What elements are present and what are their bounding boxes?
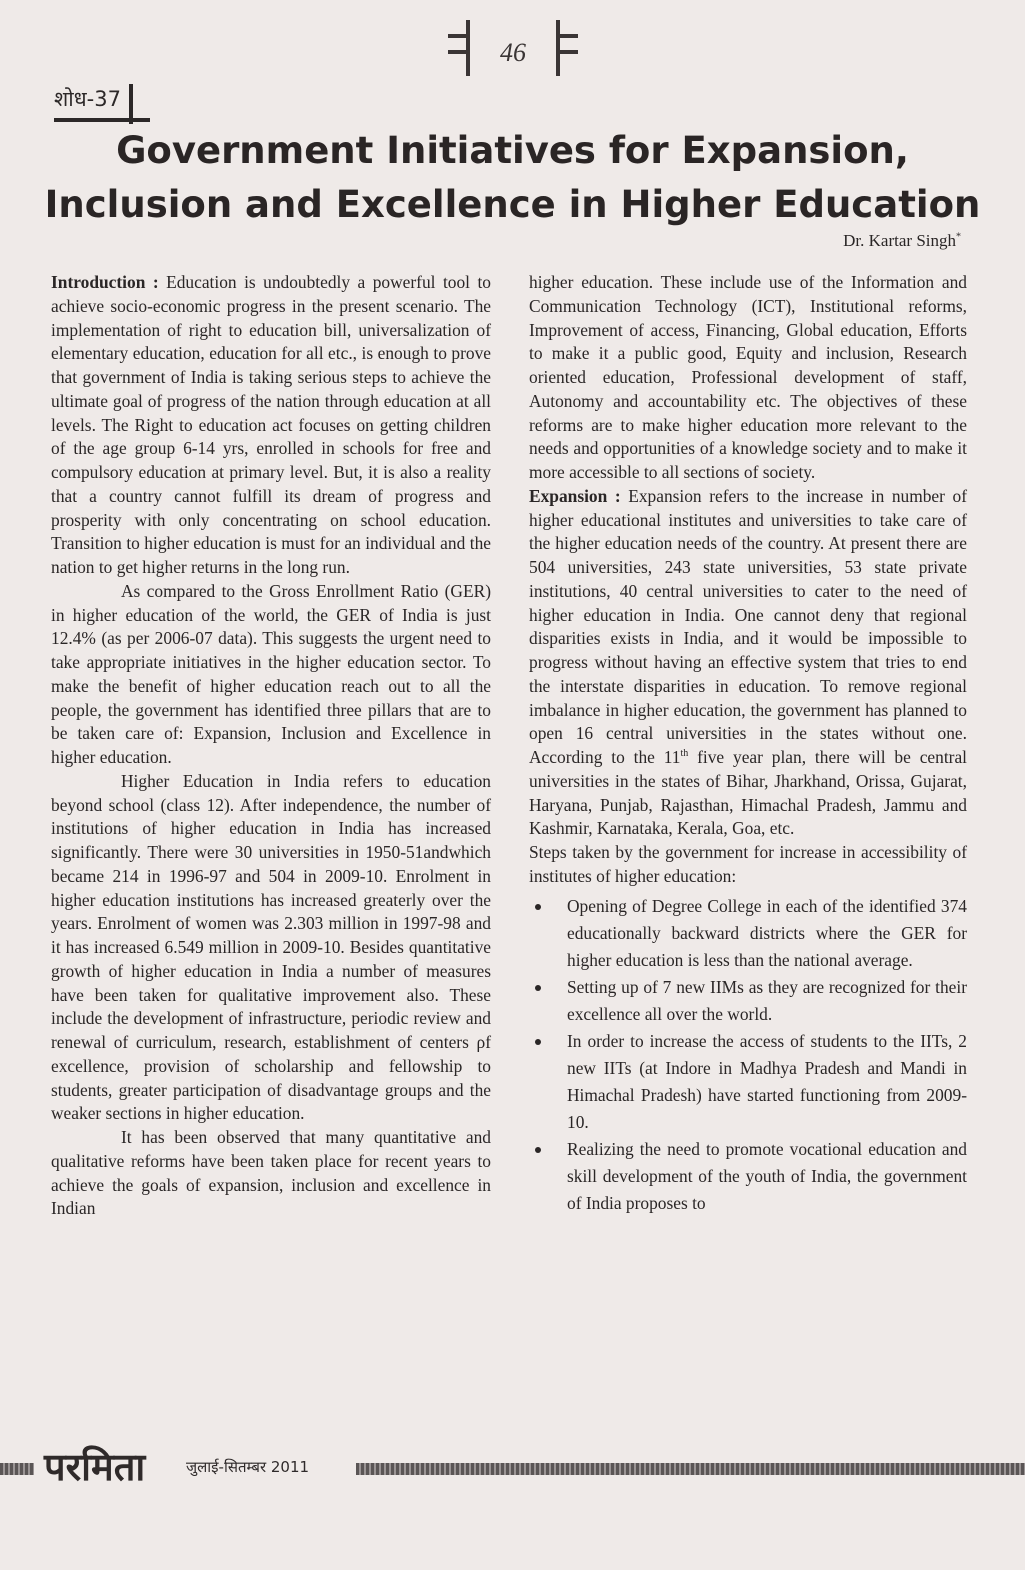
- issue-date: जुलाई-सितम्बर 2011: [186, 1458, 310, 1476]
- series-label: शोध-37: [54, 84, 133, 124]
- expansion-text-b: five year plan, there will be central universities in the states of Bihar, Jharkhand, Orissa, Gujarat, Haryana, Punjab, Rajasthan, Himachal Pradesh, Jammu and Kashmir, Karnataka, Kerala, Goa, etc.: [529, 747, 968, 839]
- footer-stripe-left: [0, 1463, 34, 1475]
- list-item: Realizing the need to promote vocational education and skill development of the youth of India, the government of India proposes to: [529, 1136, 967, 1217]
- right-column: [529, 271, 967, 1217]
- footer-stripe-right: [356, 1463, 1025, 1475]
- bullet-icon: [535, 1039, 541, 1045]
- author-footnote-mark: *: [956, 231, 961, 243]
- ornament-left-bars: [448, 20, 470, 76]
- bullet-icon: [535, 1147, 541, 1153]
- higher-education-paragraph: Higher Education in India refers to education beyond school (class 12). After independence, the number of institutions of higher education in India has increased significantly. There were 30 universities in 1950-51andwhich became 214 in 1996-97 and 504 in 2009-10. Enrolment in higher education institutions has increased greaterly over the years. Enrolment of women was 2.303 million in 1997-98 and it has increased 6.549 million in 2009-10. Besides quantitative growth of higher education in India a number of measures have been taken for qualitative improvement also. These include the development of infrastructure, periodic review and renewal of curriculum, research, establishment of centers ρf excellence, provision of scholarship and fellowship to students, greater participation of disadvantage groups and the weaker sections in higher education.: [51, 770, 491, 1124]
- bullet-icon: [535, 904, 541, 910]
- reforms-paragraph: It has been observed that many quantitative and qualitative reforms have been taken place for recent years to achieve the goals of expansion, inclusion and excellence in Indian: [51, 1127, 491, 1219]
- author: [843, 231, 961, 251]
- footer-rule: [0, 1454, 1025, 1484]
- bullet-icon: [535, 985, 541, 991]
- expansion-heading: Expansion :: [529, 485, 621, 506]
- expansion-text-a: Expansion refers to the increase in number of higher educational institutes and universities to take care of the higher education needs of the country. At present there are 504 universities, 243 state universities, 53 state private institutions, 40 central universities to cater to the need of higher education in India. One cannot deny that regional disparities exists in India, and it would be impossible to progress without having an effective system that tries to end the interstate disparities in education. To remove regional imbalance in higher education, the government has planned to open 16 central universities in the states without one. According to the 11: [529, 485, 967, 767]
- list-item: Opening of Degree College in each of the identified 374 educationally backward districts where the GER for higher education is less than the national average.: [529, 893, 967, 974]
- article-title: Government Initiatives for Expansion, Inclusion and Excellence in Higher Education: [44, 129, 981, 226]
- ordinal-superscript: th: [680, 748, 689, 760]
- list-item: Setting up of 7 new IIMs as they are recognized for their excellence all over the world.: [529, 974, 967, 1028]
- ger-paragraph: As compared to the Gross Enrollment Ratio (GER) in higher education of the world, the GER of India is just 12.4% (as per 2006-07 data). This suggests the urgent need to take appropriate initiatives in the higher education sector. To make the benefit of higher education reach out to all the people, the government has identified three pillars that are to be taken care of: Expansion, Inclusion and Excellence in higher education.: [51, 580, 491, 767]
- series-label-underline: [54, 118, 150, 122]
- ornament-right-bars: [556, 20, 578, 76]
- introduction-paragraph: [51, 271, 491, 580]
- introduction-text: Education is undoubtedly a powerful tool to achieve socio-economic progress in the present scenario. The implementation of right to education bill, universalization of elementary education, education for all etc., is enough to prove that government of India is taking serious steps to achieve the ultimate goal of progress of the nation through education at all levels. The Right to education act focuses on getting children of the age group 6-14 yrs, enrolled in schools for free and compulsory education at primary level. But, it is also a reality that a country cannot fulfill its dream of progress and prosperity with only concentrating on school education. Transition to higher education is must for an individual and the nation to get higher returns in the long run.: [51, 272, 491, 577]
- left-column: [51, 271, 491, 1221]
- steps-list: [529, 893, 967, 1217]
- steps-intro-paragraph: Steps taken by the government for increase in accessibility of institutes of higher education:: [529, 842, 967, 886]
- introduction-heading: Introduction :: [51, 272, 159, 292]
- journal-logo: परमिता: [44, 1445, 146, 1489]
- expansion-paragraph: [529, 485, 967, 841]
- page-number: 46: [500, 38, 526, 67]
- list-item: In order to increase the access of students to the IITs, 2 new IITs (at Indore in Madhya Pradesh and Mandi in Himachal Pradesh) have started functioning from 2009-10.: [529, 1028, 967, 1136]
- page-number-ornament: [448, 16, 578, 82]
- reforms-continued-paragraph: higher education. These include use of the Information and Communication Technology (ICT), Institutional reforms, Improvement of access, Financing, Global education, Efforts to make it a public good, Equity and inclusion, Research oriented education, Professional development of staff, Autonomy and accountability etc. The objectives of these reforms are to make higher education more relevant to the needs and opportunities of a knowledge society and to make it more accessible to all sections of society.: [529, 272, 967, 482]
- author-name: Dr. Kartar Singh: [843, 231, 956, 250]
